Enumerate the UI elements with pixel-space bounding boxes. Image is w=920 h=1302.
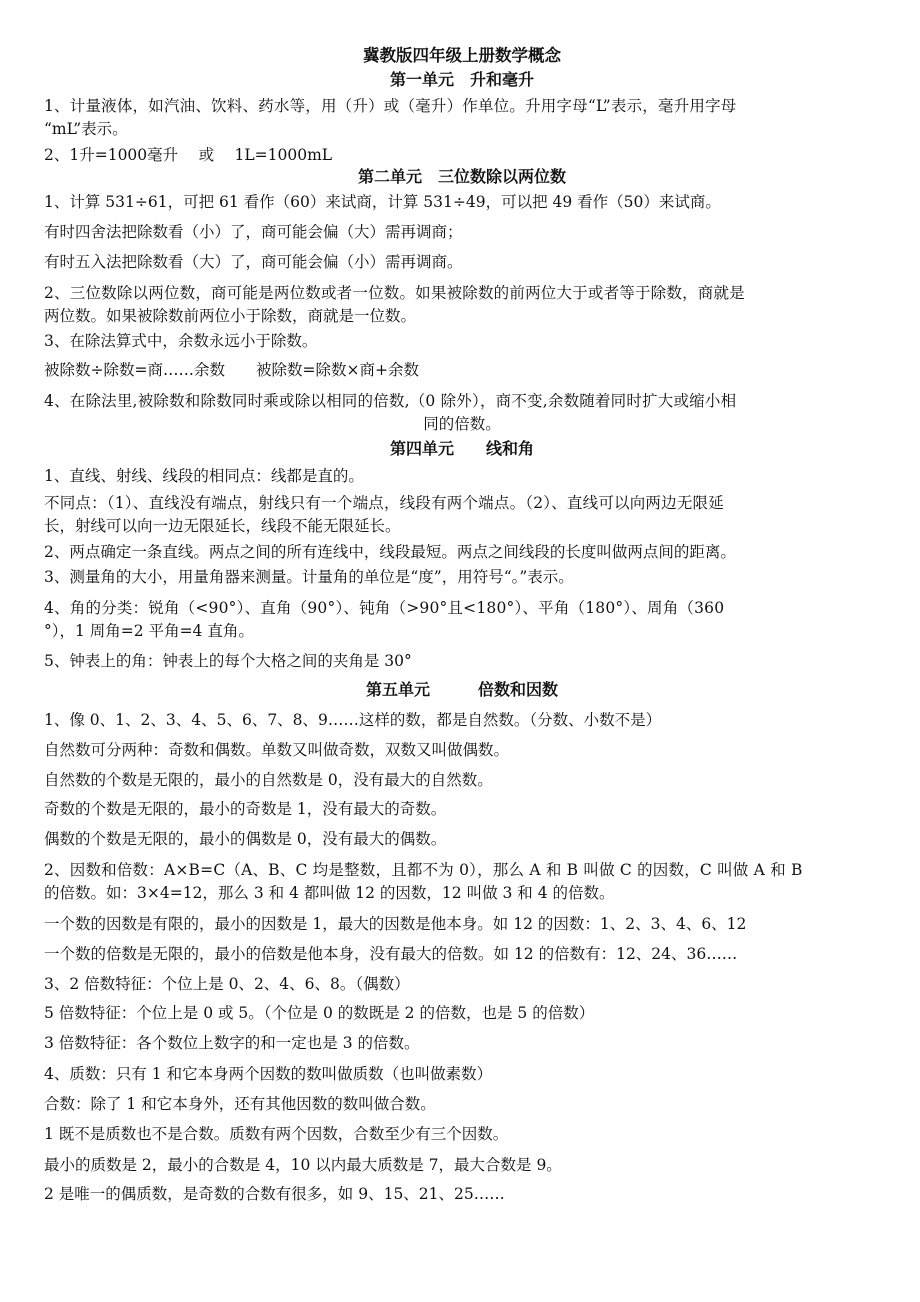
text-line: 长，射线可以向一边无限延长，线段不能无限延长。 [44,517,401,535]
text-line: 2、因数和倍数：A×B=C（A、B、C 均是整数，且都不为 0），那么 A 和 B 叫做 C 的因数，C 叫做 A 和 B [44,861,803,879]
text-line: 2 是唯一的偶质数，是奇数的合数有很多，如 9、15、21、25…… [44,1185,505,1203]
text-line: 3 倍数特征：各个数位上数字的和一定也是 3 的倍数。 [44,1034,420,1052]
text-line: 1、计量液体，如汽油、饮料、药水等，用（升）或（毫升）作单位。升用字母“L”表示，毫升用字母 [44,97,737,115]
section-heading-unit-1: 第一单元 升和毫升 [389,70,534,89]
text-line: 自然数可分两种：奇数和偶数。单数又叫做奇数，双数又叫做偶数。 [44,741,510,759]
text-line: 5、钟表上的角：钟表上的每个大格之间的夹角是 30° [44,652,412,670]
text-line: 奇数的个数是无限的，最小的奇数是 1，没有最大的奇数。 [44,800,447,818]
text-line: 一个数的倍数是无限的，最小的倍数是他本身，没有最大的倍数。如 12 的倍数有：12、24、36…… [44,945,738,963]
text-line: 被除数÷除数=商……余数 被除数=除数×商+余数 [44,361,419,379]
text-line: 自然数的个数是无限的，最小的自然数是 0，没有最大的自然数。 [44,771,493,789]
text-line: 有时五入法把除数看（大）了，商可能会偏（小）需再调商。 [44,253,463,271]
text-line: 1 既不是质数也不是合数。质数有两个因数，合数至少有三个因数。 [44,1125,509,1143]
text-line: 偶数的个数是无限的，最小的偶数是 0，没有最大的偶数。 [44,830,447,848]
text-line: 1、计算 531÷61，可把 61 看作（60）来试商，计算 531÷49，可以把 49 看作（50）来试商。 [44,193,721,211]
text-line: 两位数。如果被除数前两位小于除数，商就是一位数。 [44,307,417,325]
text-line: 的倍数。如：3×4=12，那么 3 和 4 都叫做 12 的因数，12 叫做 3 和 4 的倍数。 [44,884,615,902]
text-line: “mL”表示。 [44,120,128,138]
text-line: 4、质数：只有 1 和它本身两个因数的数叫做质数（也叫做素数） [44,1065,493,1083]
section-heading-unit-2: 第二单元 三位数除以两位数 [357,167,566,186]
text-line: 最小的质数是 2，最小的合数是 4，10 以内最大质数是 7，最大合数是 9。 [44,1156,562,1174]
text-line: 3、在除法算式中，余数永远小于除数。 [44,332,318,350]
text-line: 合数：除了 1 和它本身外，还有其他因数的数叫做合数。 [44,1095,436,1113]
text-line: 2、三位数除以两位数，商可能是两位数或者一位数。如果被除数的前两位大于或者等于除数，商就是 [44,284,745,302]
text-line: 5 倍数特征：个位上是 0 或 5。（个位是 0 的数既是 2 的倍数，也是 5 的倍数） [44,1004,595,1022]
text-line: 不同点：（1）、直线没有端点，射线只有一个端点，线段有两个端点。（2）、直线可以向两边无限延 [44,494,724,512]
text-line: °），1 周角=2 平角=4 直角。 [44,622,254,640]
section-heading-unit-4: 第四单元 线和角 [389,439,534,458]
text-line: 4、在除法里,被除数和除数同时乘或除以相同的倍数,（0 除外），商不变,余数随着同时扩大或缩小相 [44,392,737,410]
section-heading-unit-5: 第五单元 倍数和因数 [365,680,558,699]
text-line: 4、角的分类：锐角（<90°）、直角（90°）、钝角（>90°且<180°）、平角（180°）、周角（360 [44,599,725,617]
document-title: 冀教版四年级上册数学概念 [363,46,561,65]
text-line: 同的倍数。 [423,415,501,433]
text-line: 一个数的因数是有限的，最小的因数是 1，最大的因数是他本身。如 12 的因数：1、2、3、4、6、12 [44,915,747,933]
text-line: 3、2 倍数特征：个位上是 0、2、4、6、8。（偶数） [44,975,410,993]
text-line: 有时四舍法把除数看（小）了，商可能会偏（大）需再调商； [44,223,463,241]
text-line: 2、两点确定一条直线。两点之间的所有连线中，线段最短。两点之间线段的长度叫做两点间的距离。 [44,543,736,561]
text-line: 1、直线、射线、线段的相同点：线都是直的。 [44,467,364,485]
text-line: 1、像 0、1、2、3、4、5、6、7、8、9……这样的数，都是自然数。（分数、小数不是） [44,711,662,729]
text-line: 2、1升=1000毫升 或 1L=1000mL [44,146,333,164]
text-line: 3、测量角的大小，用量角器来测量。计量角的单位是“度”，用符号“。”表示。 [44,568,574,586]
